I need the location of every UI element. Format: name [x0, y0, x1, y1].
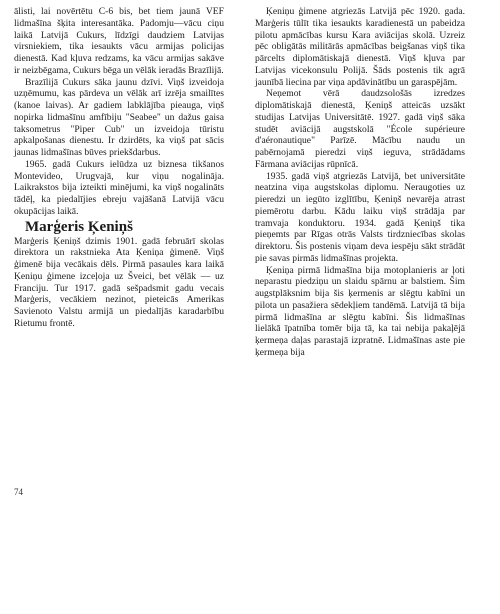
paragraph: 1965. gadā Cukurs ielūdza uz biznesa tikšanos Montevideo, Urugvajā, kur viņu nogalināja. Laikrakstos bija izteikti minējumi, ka viņš nogalināts tādēļ, ka piedalījies ebreju vajāšanā Latvijā vācu okupācijas laikā.: [14, 158, 224, 217]
paragraph: Ķeniņa pirmā lidmašīna bija motoplanieris ar ļoti neparastu piedziņu un slaidu spārnu ar balstiem. Šim augstplāksnim bija šis ķermenis ar slēgtu kabīni un pilota un pasažiera sēdekļiem tandēmā. Latvijā tā bija pirmā lidmašīna ar slēgtu kabīni. Šis lidmašīnas lielākā īpatnība tomēr bija tā, ka tai nebija pakaļējā ķermeņa daļas parastajā izpratnē. Lidmašīnas aste pie ķermeņa bija: [255, 264, 465, 358]
paragraph: Brazīlijā Cukurs sāka jaunu dzīvi. Viņš izveidoja uzņēmumu, kas pārdeva un vēlāk arī izrēja smailītes (kanoe laivas). Ar gadiem labklājība pieauga, viņš nopirka lidmašīnu amfībiju "Seabee" un dažus gaisa taksometrus "Piper Cub" un izveidoja tūristu apkalpošanas dienestu. Ir dzirdēts, ka viņš pat sācis jaunas lidmašīnas būves priekšdarbus.: [14, 76, 224, 158]
paragraph: ālisti, lai novērtētu C-6 bis, bet tiem jaunā VEF lidmašīna šķita interesantāka. Padomju—vācu ciņu laikā Latvijā Cukurs, līdzīgi daudziem Latvijas virsniekiem, tika iesaukts vācu armijas policijas dienestā. Kad kļuva redzams, ka vācu armijas sakāve ir neizbēgama, Cukurs bēga un vēlāk ieradās Brazīlijā.: [14, 6, 224, 76]
paragraph: Marģeris Ķeniņš dzimis 1901. gadā februārī skolas direktora un rakstnieka Ata Ķeniņa ģimenē. Viņš ģimenē bija vecākais dēls. Pirmā pasaules kara laikā Ķeniņu ģimene izceļoja uz Šveici, bet vēlāk — uz Franciju. Tur 1917. gadā sešpadsmit gadu vecais Marģeris, vecākiem nezinot, pieteicās Amerikas Savienoto Valstu armijā un piedalījās karadarbību Rietumu frontē.: [14, 235, 224, 329]
page-number: 74: [14, 487, 23, 497]
left-column: [14, 6, 224, 330]
section-heading: Marģeris Ķeniņš: [25, 218, 133, 235]
paragraph: 1935. gadā viņš atgriezās Latvijā, bet universitāte neatzina viņa augstskolas diplomu. Neraugoties uz pieredzi un iegūto izglītību, Ķeniņš nevarēja atrast piemērotu darbu. Kādu laiku viņš strādāja par tramvaja konduktoru. 1934. gadā Ķeniņš tika pieņemts par Rīgas otrās Valsts tirdzniecības skolas direktoru. Šis postenis viņam deva iespēju sākt strādāt pie savas pirmās lidmašīnas projekta.: [255, 170, 465, 264]
right-column: [255, 6, 465, 359]
paragraph: Neņemot vērā daudzsološās izredzes diplomātiskajā dienestā, Ķeniņš atteicās uzsākt studijas Latvijas Universitātē. 1927. gadā viņš sāka studēt aviācijā augstskolā "École supérieure d'aéronautique" Parīzē. Mācību naudu un pabērnojamā pieredzi viņš ieguva, strādādams Fārmana aviācijas rūpnīcā.: [255, 88, 465, 170]
paragraph: Ķeniņu ģimene atgriezās Latvijā pēc 1920. gada. Marģeris tūlīt tika iesaukts karadienestā un pabeidza pilotu apmācības kursu Kara aviācijas skolā. Uzreiz pēc obligātās militārās apmācības beigšanas viņš tika pārcelts diplomātiskajā dienestā. Viņš kļuva par Latvijas vicekonsulu Polijā. Šāds postenis tik agrā jaunībā liecina par viņa apdāvinātību un garaspējām.: [255, 6, 465, 88]
